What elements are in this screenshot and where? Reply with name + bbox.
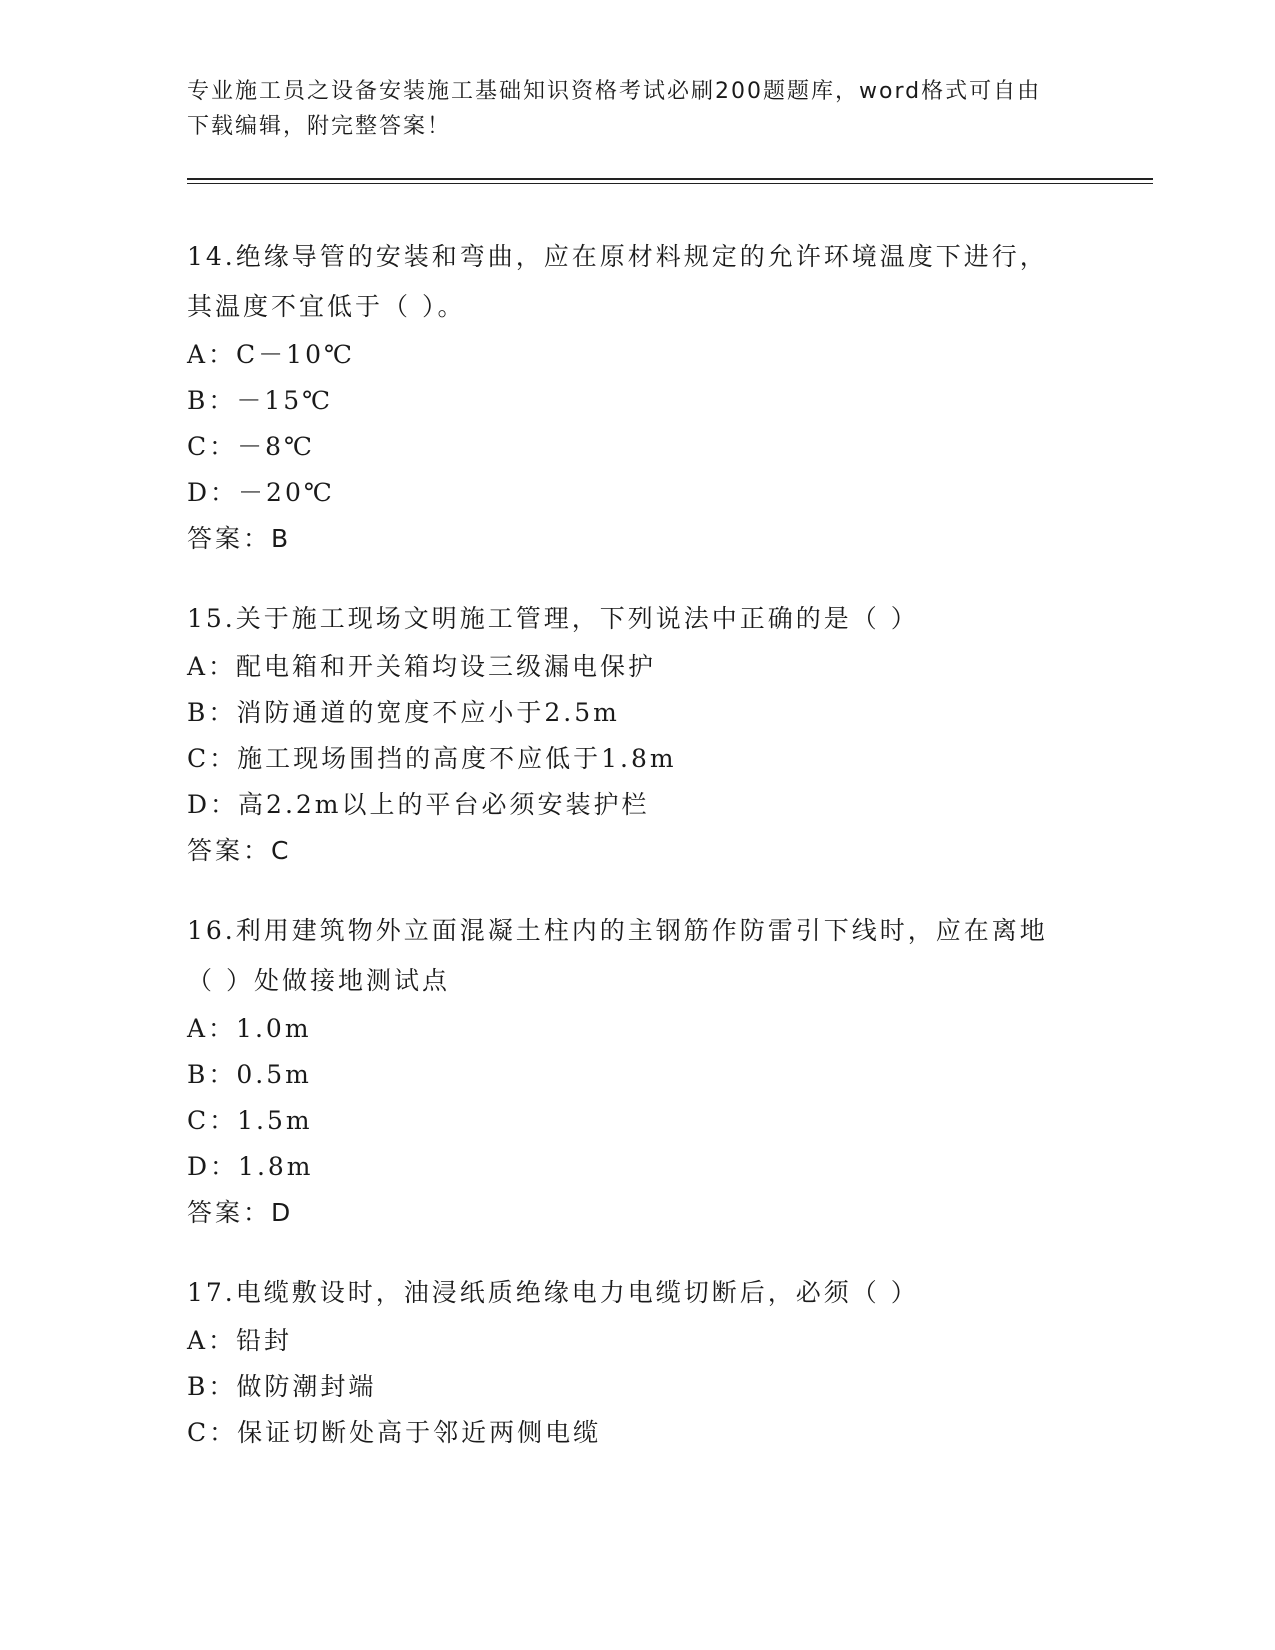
option-a: A：铅封 [187, 1326, 293, 1355]
question-list [187, 232, 1147, 1488]
option-b: B：－15℃ [187, 386, 334, 415]
question-stem: 14.绝缘导管的安装和弯曲，应在原材料规定的允许环境温度下进行， [187, 242, 1048, 271]
option-a: A：配电箱和开关箱均设三级漏电保护 [187, 652, 657, 681]
question-stem: 其温度不宜低于（ ）。 [187, 292, 466, 321]
question-14 [187, 232, 1147, 562]
question-stem: 16.利用建筑物外立面混凝土柱内的主钢筋作防雷引下线时，应在离地 [187, 916, 1048, 945]
question-stem: 15.关于施工现场文明施工管理，下列说法中正确的是（ ） [187, 604, 919, 633]
option-a: A：C－10℃ [187, 340, 355, 369]
question-17 [187, 1268, 1147, 1456]
question-stem: （ ）处做接地测试点 [187, 966, 450, 995]
option-b: B：做防潮封端 [187, 1372, 377, 1401]
option-b: B：消防通道的宽度不应小于2.5m [187, 698, 620, 727]
option-c: C：保证切断处高于邻近两侧电缆 [187, 1418, 602, 1447]
answer: 答案：B [187, 524, 292, 553]
option-c: C：－8℃ [187, 432, 316, 461]
header-line-2: 下载编辑，附完整答案！ [187, 114, 452, 139]
question-16 [187, 906, 1147, 1236]
header-rule-thick [187, 178, 1153, 180]
option-d: D：高2.2m以上的平台必须安装护栏 [187, 790, 650, 819]
option-a: A：1.0m [187, 1014, 312, 1043]
option-c: C：施工现场围挡的高度不应低于1.8m [187, 744, 677, 773]
header-rule-thin [187, 183, 1153, 184]
option-c: C：1.5m [187, 1106, 313, 1135]
option-d: D：1.8m [187, 1152, 314, 1181]
document-header [187, 74, 1087, 144]
header-line-1: 专业施工员之设备安装施工基础知识资格考试必刷200题题库，word格式可自由 [187, 79, 1042, 104]
question-stem: 17.电缆敷设时，油浸纸质绝缘电力电缆切断后，必须（ ） [187, 1278, 919, 1307]
option-d: D：－20℃ [187, 478, 335, 507]
option-b: B：0.5m [187, 1060, 312, 1089]
answer: 答案：C [187, 836, 292, 865]
answer: 答案：D [187, 1198, 294, 1227]
question-15 [187, 594, 1147, 874]
